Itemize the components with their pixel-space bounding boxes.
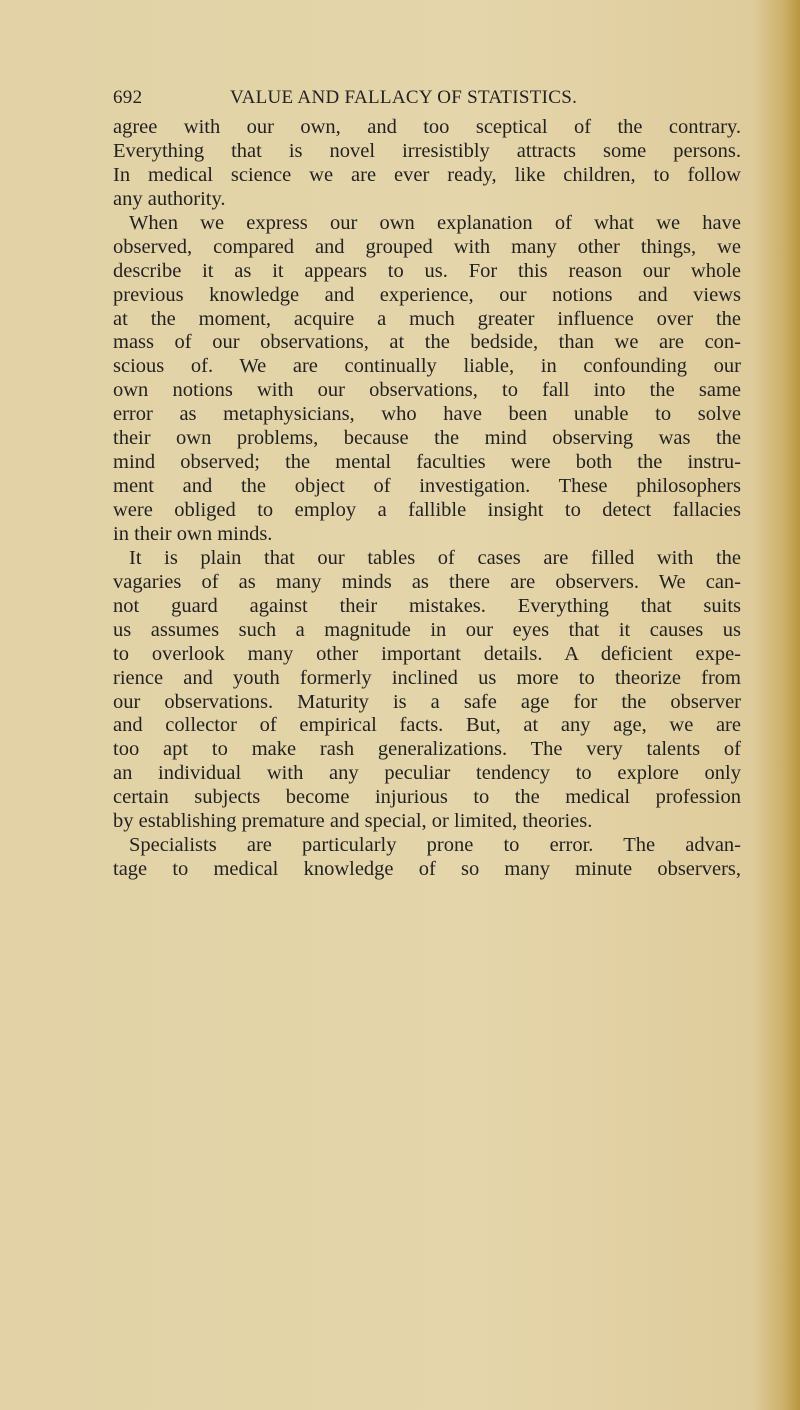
text-line: observed, compared and grouped with many other things, we bbox=[113, 235, 741, 258]
text-line: error as metaphysicians, who have been unable to solve bbox=[113, 403, 741, 426]
page-number: 692 bbox=[113, 87, 143, 108]
text-line: any authority. bbox=[113, 187, 226, 210]
body-text bbox=[113, 116, 741, 882]
running-header bbox=[113, 87, 628, 111]
text-line: their own problems, because the mind observing was the bbox=[113, 427, 741, 450]
text-line: by establishing premature and special, or limited, theories. bbox=[113, 810, 593, 833]
text-line: ment and the object of investigation. These philosophers bbox=[113, 475, 741, 498]
text-line: an individual with any peculiar tendency to explore only bbox=[113, 762, 741, 785]
text-line: at the moment, acquire a much greater influence over the bbox=[113, 307, 741, 330]
text-line: describe it as it appears to us. For this reason our whole bbox=[113, 259, 741, 282]
text-line: Everything that is novel irresistibly attracts some persons. bbox=[113, 139, 741, 162]
running-title: VALUE AND FALLACY OF STATISTICS. bbox=[230, 87, 578, 108]
text-line: to overlook many other important details. A deficient expe- bbox=[113, 642, 741, 665]
text-line: Specialists are particularly prone to error. The advan- bbox=[129, 834, 741, 857]
text-line: mind observed; the mental faculties were both the instru- bbox=[113, 451, 741, 474]
text-line: our observations. Maturity is a safe age for the observer bbox=[113, 690, 741, 713]
text-line: and collector of empirical facts. But, at any age, we are bbox=[113, 714, 741, 737]
text-line: were obliged to employ a fallible insight to detect fallacies bbox=[113, 499, 741, 521]
text-line: It is plain that our tables of cases are filled with the bbox=[129, 546, 741, 569]
text-line: rience and youth formerly inclined us more to theorize from bbox=[113, 666, 741, 689]
text-line: tage to medical knowledge of so many minute observers, bbox=[113, 858, 741, 881]
text-line: agree with our own, and too sceptical of the contrary. bbox=[113, 116, 741, 138]
text-line: scious of. We are continually liable, in confounding our bbox=[113, 355, 741, 378]
text-line: own notions with our observations, to fall into the same bbox=[113, 379, 741, 402]
text-line: us assumes such a magnitude in our eyes that it causes us bbox=[113, 618, 741, 641]
text-line: not guard against their mistakes. Everything that suits bbox=[113, 594, 741, 617]
text-line: too apt to make rash generalizations. The very talents of bbox=[113, 738, 741, 761]
text-line: mass of our observations, at the bedside, than we are con- bbox=[113, 331, 741, 354]
text-line: certain subjects become injurious to the medical profession bbox=[113, 786, 741, 809]
text-line: When we express our own explanation of what we have bbox=[129, 211, 741, 234]
text-line: vagaries of as many minds as there are observers. We can- bbox=[113, 570, 741, 593]
text-line: in their own minds. bbox=[113, 522, 273, 545]
text-line: In medical science we are ever ready, like children, to follow bbox=[113, 163, 741, 186]
text-line: previous knowledge and experience, our notions and views bbox=[113, 283, 741, 306]
